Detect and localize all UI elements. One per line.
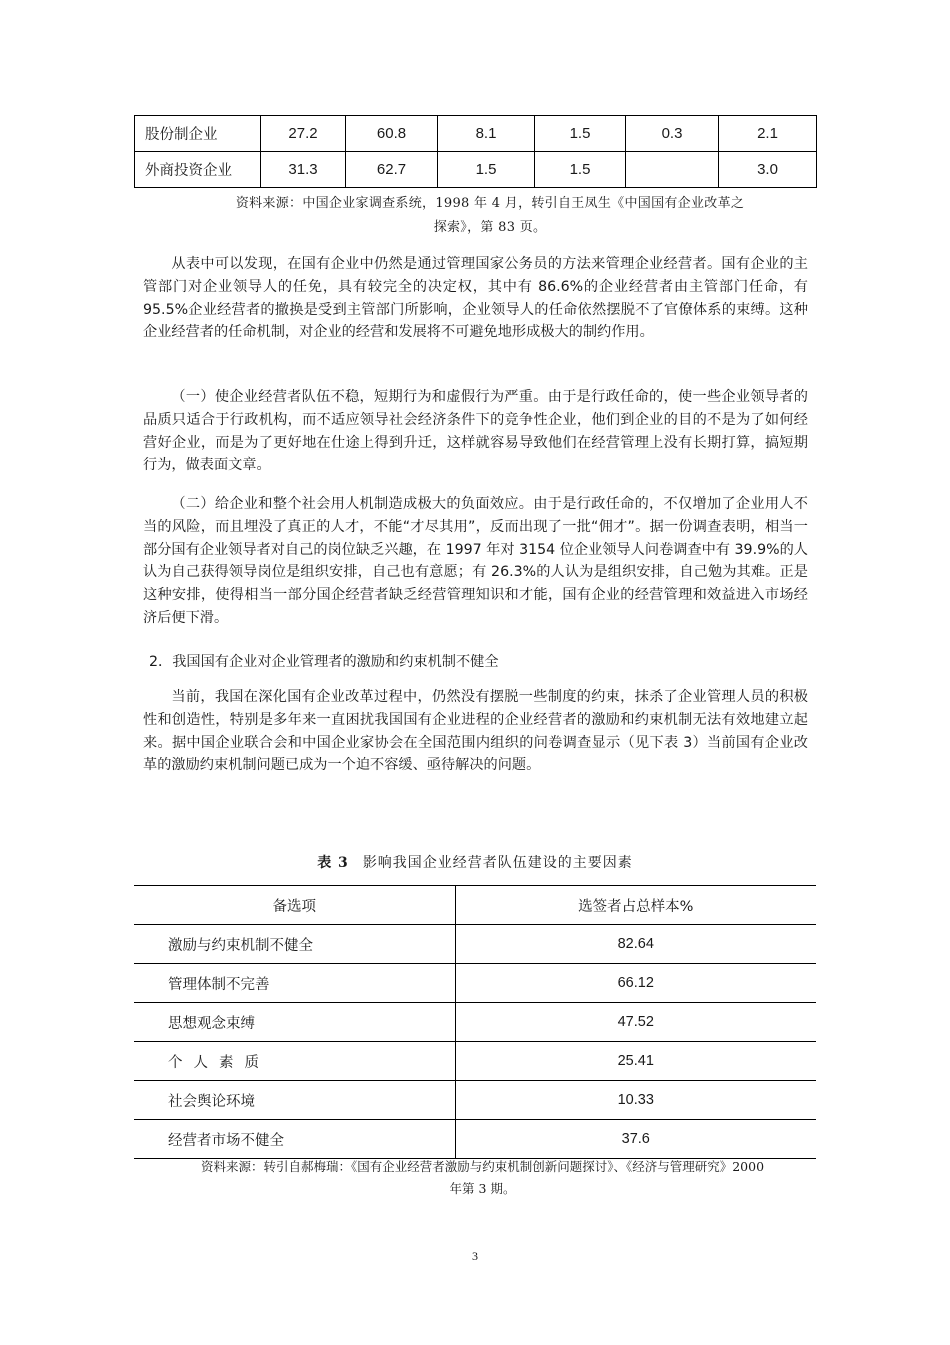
table-caption bbox=[134, 852, 816, 872]
factors-table bbox=[134, 885, 816, 1159]
value-cell: 37.6 bbox=[455, 1120, 816, 1159]
option-cell: 思想观念束缚 bbox=[134, 1003, 455, 1042]
paragraph: （二）给企业和整个社会用人机制造成极大的负面效应。由于是行政任命的，不仅增加了企业用人不当的风险，而且埋没了真正的人才，不能“才尽其用”，反而出现了一批“佣才”。据一份调查表明，相当一部分国有企业领导者对自己的岗位缺乏兴趣，在 1997 年对 3154 位企业领导人问卷调查中有 39.9%的人认为自己获得领导岗位是组织安排，自己也有意愿；有 26.3%的人认为是组织安排，自己勉为其难。正是这种安排，使得相当一部分国企经营者缺乏经营管理知识和才能，国有企业的经营管理和效益进入市场经济后便下滑。 bbox=[143, 496, 808, 626]
table-row bbox=[134, 1003, 816, 1042]
option-cell: 经营者市场不健全 bbox=[134, 1120, 455, 1159]
value-cell: 66.12 bbox=[455, 964, 816, 1003]
column-header: 选签者占总样本% bbox=[455, 886, 816, 925]
table-cell: 31.3 bbox=[261, 152, 346, 188]
value-cell: 47.52 bbox=[455, 1003, 816, 1042]
table-cell: 8.1 bbox=[438, 116, 535, 152]
table-number: 表 3 bbox=[317, 855, 349, 871]
table-cell bbox=[626, 152, 719, 188]
page-number: 3 bbox=[472, 1249, 478, 1263]
option-cell: 社会舆论环境 bbox=[134, 1081, 455, 1120]
table-row bbox=[134, 1042, 816, 1081]
value-cell: 10.33 bbox=[455, 1081, 816, 1120]
table-cell: 60.8 bbox=[346, 116, 438, 152]
source-line: 资料来源：中国企业家调查系统，1998 年 4 月，转引自王凤生《中国国有企业改革之 bbox=[235, 196, 745, 211]
option-cell: 激励与约束机制不健全 bbox=[134, 925, 455, 964]
table-row bbox=[134, 1081, 816, 1120]
section-heading: 2．我国国有企业对企业管理者的激励和约束机制不健全 bbox=[149, 654, 499, 670]
source-line: 资料来源：转引自郝梅瑞：《国有企业经营者激励与约束机制创新问题探讨》、《经济与管理研究》2000 bbox=[200, 1159, 765, 1174]
option-cell: 管理体制不完善 bbox=[134, 964, 455, 1003]
value-cell: 25.41 bbox=[455, 1042, 816, 1081]
column-header: 备选项 bbox=[134, 886, 455, 925]
table-header-row bbox=[134, 886, 816, 925]
table-cell: 62.7 bbox=[346, 152, 438, 188]
row-label: 外商投资企业 bbox=[135, 152, 261, 188]
table-row bbox=[134, 925, 816, 964]
table-cell: 1.5 bbox=[535, 116, 626, 152]
row-label: 股份制企业 bbox=[135, 116, 261, 152]
source-line: 年第 3 期。 bbox=[449, 1181, 516, 1196]
table-row bbox=[135, 116, 817, 152]
table-title: 影响我国企业经营者队伍建设的主要因素 bbox=[362, 855, 633, 871]
table-cell: 2.1 bbox=[719, 116, 817, 152]
table-row bbox=[135, 152, 817, 188]
table-source-note bbox=[170, 192, 810, 240]
value-cell: 82.64 bbox=[455, 925, 816, 964]
table-cell: 0.3 bbox=[626, 116, 719, 152]
table-cell: 1.5 bbox=[535, 152, 626, 188]
source-line: 探索》，第 83 页。 bbox=[433, 220, 547, 235]
table-cell: 27.2 bbox=[261, 116, 346, 152]
paragraph: 从表中可以发现，在国有企业中仍然是通过管理国家公务员的方法来管理企业经营者。国有企业的主管部门对企业领导人的任免，具有较完全的决定权，其中有 86.6%的企业经营者由主管部门任命，有 95.5%企业经营者的撤换是受到主管部门所影响，企业领导人的任命依然摆脱不了官僚体系的束缚。这种企业经营者的任命机制，对企业的经营和发展将不可避免地形成极大的制约作用。 bbox=[143, 256, 808, 341]
table-source-note bbox=[150, 1156, 815, 1200]
paragraph: （一）使企业经营者队伍不稳，短期行为和虚假行为严重。由于是行政任命的，使一些企业领导者的品质只适合于行政机构，而不适应领导社会经济条件下的竞争性企业，他们到企业的目的不是为了如何经营好企业，而是为了更好地在仕途上得到升迁，这样就容易导致他们在经营管理上没有长期打算，搞短期行为，做表面文章。 bbox=[143, 389, 808, 474]
ownership-table bbox=[134, 115, 817, 188]
table-row bbox=[134, 1120, 816, 1159]
table-row bbox=[134, 964, 816, 1003]
paragraph: 当前，我国在深化国有企业改革过程中，仍然没有摆脱一些制度的约束，抹杀了企业管理人员的积极性和创造性，特别是多年来一直困扰我国国有企业进程的企业经营者的激励和约束机制无法有效地建立起来。据中国企业联合会和中国企业家协会在全国范围内组织的问卷调查显示（见下表 3）当前国有企业改革的激励约束机制问题已成为一个迫不容缓、亟待解决的问题。 bbox=[143, 689, 808, 774]
table-cell: 1.5 bbox=[438, 152, 535, 188]
table-cell: 3.0 bbox=[719, 152, 817, 188]
option-cell: 个人素质 bbox=[134, 1042, 455, 1081]
